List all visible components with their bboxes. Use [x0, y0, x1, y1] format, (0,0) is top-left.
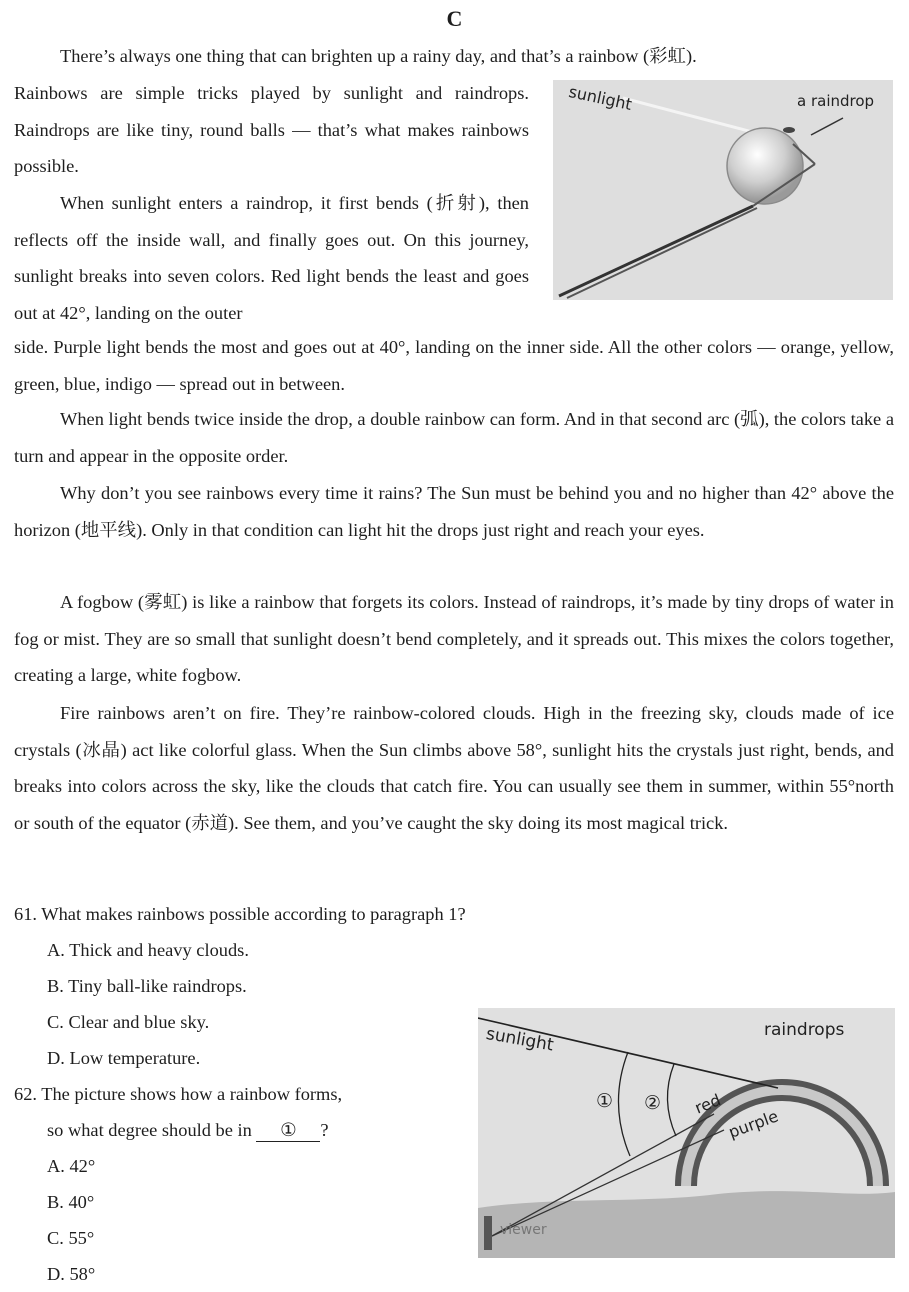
raindrop-ball: [727, 128, 803, 204]
question-62-option-a: A. 42°: [47, 1156, 96, 1176]
section-heading: C: [446, 6, 463, 31]
question-62-option-b: B. 40°: [47, 1192, 95, 1212]
question-62-question-mark: ?: [320, 1120, 329, 1140]
paragraph-4: Why don’t you see rainbows every time it rains? The Sun must be behind you and no higher than 42° above the horizon (地平线). Only in that condition can light hit the drops just right and reach your eyes.: [14, 483, 894, 540]
raindrop-pointer-line: [811, 118, 843, 135]
paragraph-1-intro: There’s always one thing that can brighten up a rainy day, and that’s a rainbow (彩虹).: [60, 46, 697, 66]
paragraph-2-part-1: When sunlight enters a raindrop, it first bends (折射), then reflects off the inside wall, and finally goes out. On this journey, sunlight breaks into seven colors. Red light bends the least and goes out at 42°, landing on the outer: [14, 193, 529, 323]
outgoing-ray-b: [567, 208, 757, 298]
paragraph-6: Fire rainbows aren’t on fire. They’re rainbow-colored clouds. High in the freezing sky, clouds made of ice crystals (冰晶) act like colorful glass. When the Sun climbs above 58°, sunlight hits the crystals just right, bends, and breaks into colors across the sky, like the clouds that catch fire. You can usually see them in summer, within 55°north or south of the equator (赤道). See them, and you’ve caught the sky doing its most magical trick.: [14, 703, 894, 833]
question-62-stem-line-2: [47, 1112, 329, 1148]
raindrops-label: raindrops: [764, 1020, 845, 1040]
sunlight-label: sunlight: [567, 82, 634, 114]
outgoing-ray-a: [559, 206, 753, 296]
question-61-option-c: C. Clear and blue sky.: [47, 1012, 210, 1032]
paragraph-2-part-2: side. Purple light bends the most and goes out at 40°, landing on the inner side. All the other colors — orange, yellow, green, blue, indigo — spread out in between.: [14, 337, 894, 394]
raindrop-figure: [553, 80, 893, 300]
paragraph-5: A fogbow (雾虹) is like a rainbow that forgets its colors. Instead of raindrops, it’s made by tiny drops of water in fog or mist. They are so small that sunlight doesn’t bend completely, and it spreads out. This mixes the colors together, creating a large, white fogbow.: [14, 592, 894, 685]
raindrop-illustration: [553, 80, 893, 300]
question-61-stem: 61. What makes rainbows possible according to paragraph 1?: [14, 904, 466, 924]
red-label: red: [692, 1090, 724, 1118]
question-62-option-d: D. 58°: [47, 1264, 96, 1284]
purple-label: purple: [726, 1106, 781, 1142]
paragraph-1-body: Rainbows are simple tricks played by sunlight and raindrops. Raindrops are like tiny, round balls — that’s what makes rainbows possible.: [14, 83, 529, 176]
angle-2-arc: [667, 1064, 676, 1136]
raindrop-label: a raindrop: [797, 92, 875, 110]
angle-2-label: ②: [644, 1092, 662, 1114]
angle-1-arc: [618, 1052, 630, 1156]
viewer-label: viewer: [500, 1222, 547, 1238]
rainbow-formation-figure: [478, 1008, 895, 1258]
question-61-option-a: A. Thick and heavy clouds.: [47, 940, 249, 960]
question-62-blank: ①: [256, 1119, 320, 1142]
question-62-stem-line-1: 62. The picture shows how a rainbow forms,: [14, 1084, 343, 1104]
question-62-stem-text: so what degree should be in: [47, 1120, 252, 1140]
paragraph-3: When light bends twice inside the drop, a double rainbow can form. And in that second arc (弧), the colors take a turn and appear in the opposite order.: [14, 409, 894, 466]
raindrop-marker: [783, 127, 795, 133]
question-61-option-d: D. Low temperature.: [47, 1048, 201, 1068]
fig2-sunlight-label: sunlight: [484, 1024, 556, 1056]
viewer-figure: [484, 1216, 492, 1250]
angle-1-label: ①: [596, 1090, 614, 1112]
question-62-option-c: C. 55°: [47, 1228, 95, 1248]
question-61-option-b: B. Tiny ball-like raindrops.: [47, 976, 247, 996]
